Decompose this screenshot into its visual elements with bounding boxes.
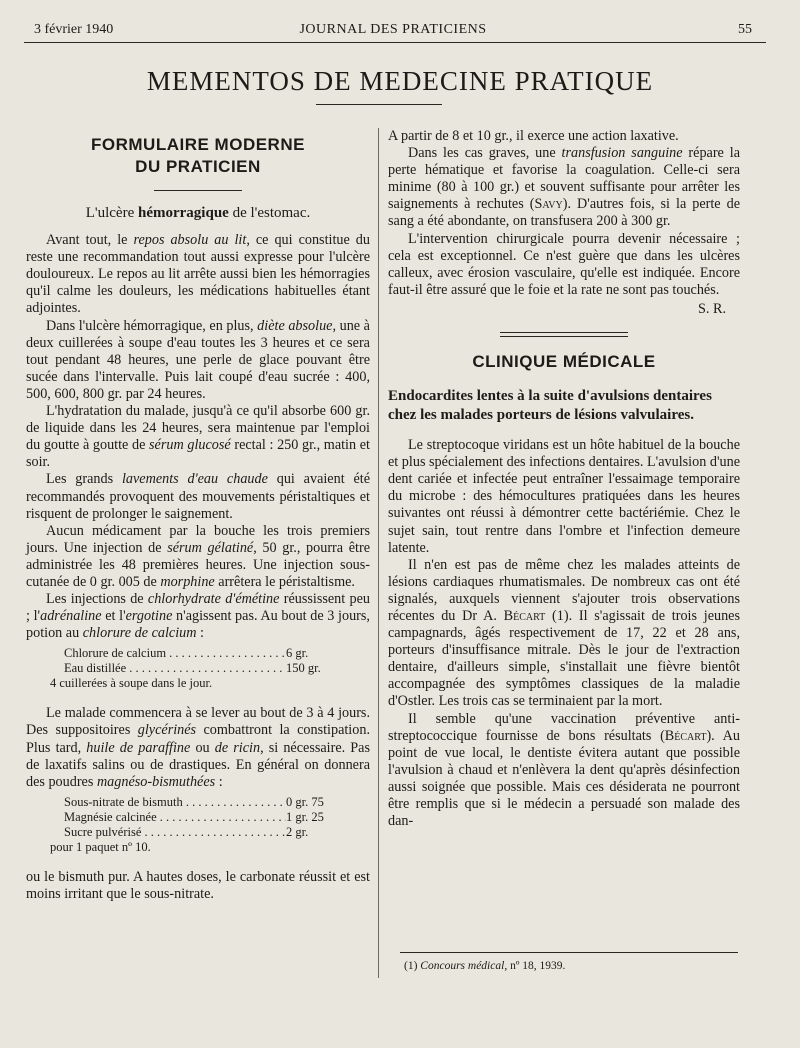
section-heading-line-2: DU PRATICIEN [135, 157, 261, 176]
article-title: Endocardites lentes à la suite d'avulsions dentaires chez les malades porteurs de lésions valvulaires. [388, 388, 712, 424]
subtitle-prefix: L'ulcère [85, 205, 138, 221]
footnote: (1) Concours médical, nº 18, 1939. [404, 960, 566, 972]
paragraph: Dans l'ulcère hémorragique, en plus, diète absolue, une à deux cuillerées à soupe d'eau toutes les 3 heures et ce sera tout pendant 48 heures, une perle de glace pouvant être sucée dans l'intervalle. Puis lait coupé d'eau sucrée : 400, 500, 600, 800 gr. par 24 heures. [26, 317, 370, 402]
paragraph: Il n'en est pas de même chez les malades atteints de lésions cardiaques rhumatismales. De nombreux cas ont été signalés, auxquels viennent s'ajouter trois observations récentes du Dr A. Bécart (1). Il s'agissait de trois jeunes campagnards, âgés respectivement de 17, 22 et 28 ans, porteurs d'insuffisance mitrale. Dès le jour de l'extraction dentaire, d'ailleurs simple, s'installait une fièvre bientôt accompagnée des symptômes classiques de la maladie d'Ostler. Les trois cas se terminaient par la mort. [388, 556, 741, 710]
formula-calcium [26, 646, 370, 691]
double-rule [500, 332, 628, 337]
paragraph: A partir de 8 et 10 gr., il exerce une action laxative. [388, 128, 679, 144]
author-signature: S. R. [698, 300, 726, 317]
page-title: MEMENTOS DE MEDECINE PRATIQUE [146, 66, 654, 96]
paragraph: ou le bismuth pur. A hautes doses, le carbonate réussit et est moins irritant que le sous-nitrate. [26, 868, 370, 902]
formula-row: Sucre pulvérisé . . . 2 gr. [26, 825, 370, 840]
section-heading-formulaire [26, 134, 370, 178]
page-number: 55 [738, 22, 752, 37]
article-subtitle [26, 205, 370, 222]
column-divider [378, 128, 379, 978]
formula-note: pour 1 paquet nº 10. [50, 839, 151, 854]
left-column [26, 128, 370, 903]
header-rule [24, 42, 766, 43]
formula-row: Magnésie calcinée . . . 1 gr. 25 [26, 810, 370, 825]
issue-date: 3 février 1940 [34, 22, 114, 37]
formula-row: Sous-nitrate de bismuth . . . 0 gr. 75 [26, 795, 370, 810]
section-heading-clinique: CLINIQUE MÉDICALE [472, 352, 656, 372]
formula-bismuth [26, 795, 370, 855]
formula-note: 4 cuillerées à soupe dans le jour. [50, 676, 213, 691]
paragraph: Avant tout, le repos absolu au lit, ce qui constitue du reste une recommandation tout aussi expresse pour l'ulcère douloureux. Le repos au lit arrête aussi bien les hémorragies qu'il calme les douleurs, les médications habituelles étant adjointes. [26, 232, 370, 317]
paragraph: Les injections de chlorhydrate d'émétine réussissent peu ; l'adrénaline et l'ergotine n'agissent pas. Au bout de 3 jours, potion au chlorure de calcium : [26, 591, 370, 642]
paragraph: Le streptocoque viridans est un hôte habituel de la bouche et plus spécialement des infections dentaires. L'avulsion d'une dent cariée et infectée peut entraîner l'essaimage temporaire du microbe : des hémocultures pratiquées dans les heures suivantes ont réussi à démontrer cette bactériémie. Chez le sujet sain, tout rentre dans l'ombre et l'infection demeure latente. [388, 437, 740, 556]
right-column [388, 128, 740, 830]
paragraph: Dans les cas graves, une transfusion sanguine répare la perte hématique et favorise la coagulation. Celle-ci sera minime (80 à 100 gr.) et souvent suffisante pour arrêter les saignements à rechutes (Savy). D'autres fois, si la perte de sang a été abondante, on transfusera 200 à 300 gr. [388, 145, 740, 230]
paragraph: Les grands lavements d'eau chaude qui avaient été recommandés provoquent des mouvements péristaltiques et risquent de prolonger le saignement. [26, 471, 370, 522]
paragraph: Le malade commencera à se lever au bout de 3 à 4 jours. Des suppositoires glycérinés combattront la constipation. Plus tard, huile de paraffine ou de ricin, si nécessaire. Pas de laxatifs salins ou de drastiques. En général on donnera des poudres magnéso-bismuthées : [26, 705, 370, 790]
journal-name: JOURNAL DES PRATICIENS [299, 22, 487, 37]
paragraph: L'hydratation du malade, jusqu'à ce qu'il absorbe 600 gr. de liquide dans les 24 heures, sera maintenue par l'emploi du goutte à goutte de sérum glucosé rectal : 250 gr., matin et soir. [26, 403, 370, 471]
formula-row: Chlorure de calcium . . . 6 gr. [26, 646, 370, 661]
subtitle-bold: hémorragique [138, 205, 229, 221]
title-rule [316, 104, 442, 105]
paragraph: Aucun médicament par la bouche les trois premiers jours. Une injection de sérum gélatiné, 50 gr., pourra être administrée les 48 premières heures. Une injection sous-cutanée de 0 gr. 005 de morphine arrêtera le péristaltisme. [26, 522, 370, 590]
section-rule [154, 190, 242, 191]
paragraph: L'intervention chirurgicale pourra devenir nécessaire ; cela est exceptionnel. Ce n'est guère que dans les ulcères calleux, avec érosion vasculaire, qu'elle est indiquée. Encore faut-il être assuré que le foie et la rate ne sont pas touchés. [388, 230, 740, 298]
section-heading-line-1: FORMULAIRE MODERNE [91, 135, 305, 154]
formula-row: Eau distillée . . . 150 gr. [26, 661, 370, 676]
paragraph: Il semble qu'une vaccination préventive anti-streptococcique fournisse de bons résultats (Bécart). Au point de vue local, le dentiste évitera autant que possible l'avulsion à chaud et n'enlèvera la dent qu'après désinfection aussi soignée que possible. Mais ces désiderata ne pourront être remplis que si le médecin a persuadé son malade des dan- [388, 710, 740, 830]
subtitle-suffix: de l'estomac. [228, 205, 311, 221]
running-header [34, 18, 752, 40]
footnote-rule [400, 952, 738, 953]
